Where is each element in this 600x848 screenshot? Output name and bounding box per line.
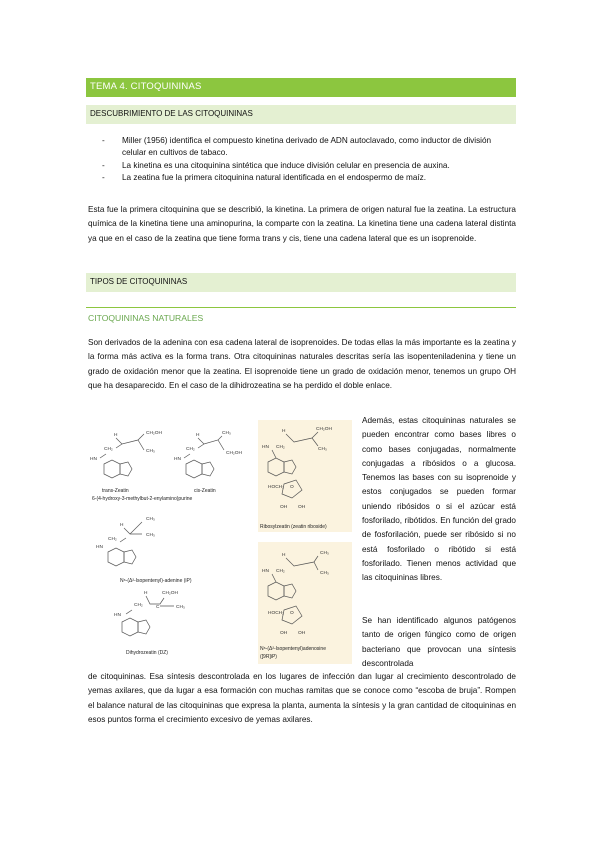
atom-label: CH₂ [276, 569, 285, 574]
ipr-label-line2: ([9R]iP) [260, 654, 277, 660]
atom-label: HN [114, 613, 121, 618]
atom-label: CH₂OH [226, 451, 242, 456]
bullet-dash: - [102, 160, 105, 170]
atom-label: HN [262, 445, 269, 450]
atom-label: OH [298, 505, 306, 510]
atom-label: H [282, 429, 286, 434]
chapter-title: TEMA 4. CITOQUININAS [90, 81, 202, 92]
atom-label: CH₃ [320, 571, 329, 576]
atom-label: CH₃ [318, 447, 327, 452]
atom-label: HN [96, 545, 103, 550]
bullet-text: La kinetina es una citoquinina sintética que induce división celular en presencia de auxina. [122, 160, 450, 170]
side-paragraph-conjugates: Además, estas citoquininas naturales se pueden encontrar como bases libres o como bases conjugadas, normalmente conjugadas a ribósidos o a glucosa. Tenemos las bases con su isoprenoide y estos conjugados se pueden formar uniendo ribósidos o si el azúcar está fosforilado, ribótidos. En función del grado de fosforilación, puede ser ribósido si no está fosforilado o ribótido si está fosforilado. Tienen menos actividad que las citoquininas libres. [362, 416, 516, 583]
section-band-types [86, 273, 516, 292]
dz-label: Dihydrozeatin (DZ) [126, 650, 168, 656]
atom-label: CH₃ [146, 449, 155, 454]
zeatin-iupac-label: 6-(4-hydroxy-3-methylbut-2-enylamino)purine [92, 496, 193, 502]
atom-label: H [196, 433, 200, 438]
bullet-item [88, 172, 516, 184]
bullet-dash: - [102, 136, 105, 145]
bullet-item [88, 160, 516, 172]
atom-label: H [282, 553, 286, 558]
atom-label: CH₃ [146, 517, 155, 522]
section-band-discovery [86, 105, 516, 124]
ribosylzeatin-panel [258, 420, 352, 532]
atom-label: CH₃ [222, 431, 231, 436]
atom-label: OH [298, 631, 306, 636]
atom-label: HOCH₂ [268, 485, 284, 490]
discovery-bullet-list [88, 135, 516, 185]
atom-label: CH₃ [320, 551, 329, 556]
atom-label: CH₃ [176, 605, 185, 610]
atom-label: C [156, 605, 160, 610]
atom-label: CH₂ [108, 537, 117, 542]
atom-label: O [290, 611, 294, 616]
bullet-dash: - [102, 173, 105, 183]
atom-label: H [114, 433, 118, 438]
subsection-title-natural: CITOQUININAS NATURALES [88, 313, 204, 323]
atom-label: OH [280, 505, 288, 510]
cytokinin-structures-figure [86, 418, 354, 666]
tail-paragraph: de citoquininas. Esa síntesis descontrolada en los lugares de infección dan lugar al crecimiento descontrolado de yemas axilares, que da lugar a esa formación con muchas ramitas que se conoce como “escoba de bruja”. Rompen el balance natural de las citoquininas que expresa la planta, aumenta la síntesis y la gran cantidad de citoquininas en esos puntos forma el crecimiento excesivo de yemas axilares. [88, 672, 516, 724]
bullet-text: La zeatina fue la primera citoquinina natural identificada en el endospermo de maíz. [122, 173, 427, 183]
side-paragraph-pathogens: Se han identificado algunos patógenos tanto de origen fúngico como de origen bacteriano que provocan una síntesis descontrolada [362, 616, 516, 668]
ip-label: N⁶-(Δ²-Isopentenyl)-adenine (iP) [120, 578, 192, 584]
atom-label: O [290, 485, 294, 490]
cis-zeatin-label: cis-Zeatin [194, 488, 216, 494]
section-title-types: TIPOS DE CITOQUININAS [90, 277, 188, 286]
atom-label: CH₃ [146, 533, 155, 538]
bullet-text: Miller (1956) identifica el compuesto kinetina derivado de ADN autoclavado, como inductor de división celular en cultivos de tabaco. [122, 136, 492, 158]
bullet-item [88, 135, 516, 160]
atom-label: HN [262, 569, 269, 574]
atom-label: HOCH₂ [268, 611, 284, 616]
intro-paragraph: Esta fue la primera citoquinina que se describió, la kinetina. La primera de origen natural fue la zeatina. La estructura química de la kinetina tiene una aminopurina, la comparte con la zeatina. La kinetina tiene una cadena lateral distinta ya que en el caso de la zeatina que tiene forma trans y cis, tiene una cadena lateral que es un isoprenoide. [88, 205, 516, 243]
atom-label: HN [174, 457, 181, 462]
atom-label: CH₂ [134, 603, 143, 608]
section-title-discovery: DESCUBRIMIENTO DE LAS CITOQUININAS [90, 109, 253, 118]
ribosylzeatin-label: Ribosylzeatin (zeatin riboside) [260, 524, 327, 530]
trans-zeatin-label: trans-Zeatin [102, 488, 129, 494]
ipr-label-line1: N⁶-(Δ²-Isopentenyl)adenosine [260, 646, 326, 652]
atom-label: CH₂OH [162, 591, 178, 596]
atom-label: CH₂ [104, 447, 113, 452]
atom-label: HN [90, 457, 97, 462]
atom-label: H [144, 591, 148, 596]
atom-label: H [120, 523, 124, 528]
atom-label: CH₂ [276, 445, 285, 450]
natural-paragraph: Son derivados de la adenina con esa cadena lateral de isoprenoides. De todas ellas la más importante es la zeatina y la forma más activa es la forma trans. Otra citoquininas naturales descritas sería las isopenteniladenina y tiene un grado de oxidación menor que la zeatina. El isoprenoide tiene un grado de oxidación menor, tenemos un grupo OH que ha desaparecido. En el caso de la dihidrozeatina se ha perdido el doble enlace. [88, 338, 516, 390]
atom-label: CH₂OH [146, 431, 162, 436]
subsection-rule [86, 307, 516, 308]
atom-label: OH [280, 631, 288, 636]
atom-label: CH₂ [186, 447, 195, 452]
chapter-title-band [86, 78, 516, 97]
atom-label: CH₂OH [316, 427, 332, 432]
